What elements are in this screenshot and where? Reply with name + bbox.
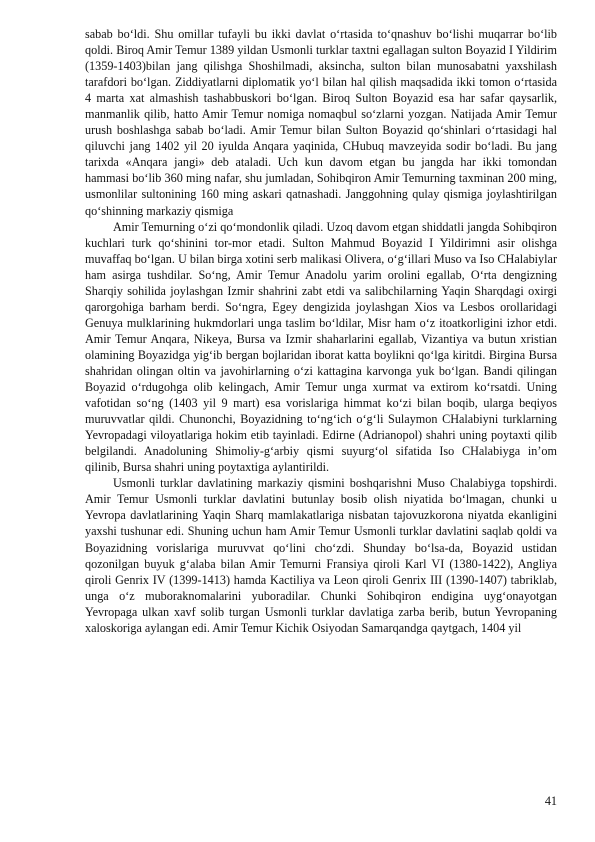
page-number: 41 (544, 794, 557, 808)
paragraph-1: sabab bo‘ldi. Shu omillar tufayli bu ikki davlat o‘rtasida to‘qnashuv bo‘lishi muqarrar bo‘lib qoldi. Biroq Amir Temur 1389 yildan Usmonli turklar taxtni egallagan sulton Boyazid I Yildirim (1359-1403)bilan jang qilishga Shoshilmadi, aksincha, sulton bilan munosabatni yaxshilash tarafdori bo‘lgan. Ziddiyatlarni diplomatik yo‘l bilan hal qilish maqsadida ikki tomon o‘rtasida 4 marta xat almashish tashabbuskori bo‘lgan. Biroq Sulton Boyazid esa har safar qaysarlik, manmanlik qilib, hatto Amir Temur nomiga nomaqbul so‘zlarni yozgan. Natijada Amir Temur urush boshlashga sabab bo‘ladi. Amir Temur bilan Sulton Boyazid qo‘shinlari o‘rtasidagi hal qiluvchi jang 1402 yil 20 iyulda Anqara yaqinida, CHubuq mavzeyida sodir bo‘ladi. Bu jang tarixda «Anqara jangi» deb ataladi. Uch kun davom etgan bu jangda har ikki tomondan hammasi bo‘lib 360 ming nafar, shu jumladan, Sohibqiron Amir Temurning taxminan 200 ming, usmonlilar sultonining 160 ming askari qatnashadi. Janggohning qulay qismiga joylashtirilgan qo‘shinning markaziy qismiga (85, 27, 557, 218)
paragraph-3: Usmonli turklar davlatining markaziy qismini boshqarishni Muso Chalabiyga topshirdi. Amir Temur Usmonli turklar davlatini butunlay bosib olish niyatida bo‘lmagan, chunki u Yevropa davlatlarining Yaqin Sharq mamlakatlariga nisbatan tajovuzkorona niyatda ekanligini yaxshi tushunar edi. Shuning uchun ham Amir Temur Usmonli turklar davlatini saqlab qoldi va Boyazidning vorislariga muruvvat qo‘lini cho‘zdi. Shunday bo‘lsa-da, Boyazid ustidan qozonilgan buyuk g‘alaba bilan Amir Temurni Fransiya qiroli Karl VI (1380-1422), Angliya qiroli Genrix IV (1399-1413) hamda Kactiliya va Leon qiroli Genrix III (1390-1407) tabriklab, unga o‘z muboraknomalarini yuboradilar. Chunki Sohibqiron endigina uyg‘onayotgan Yevropaga ulkan xavf solib turgan Usmonli turklar davlatiga zarba berib, butun Yevropaning xaloskoriga aylangan edi. Amir Temur Kichik Osiyodan Samarqandga qaytgach, 1404 yil (85, 476, 557, 635)
paragraph-2: Amir Temurning o‘zi qo‘mondonlik qiladi. Uzoq davom etgan shiddatli jangda Sohibqiron kuchlari turk qo‘shinini tor-mor etadi. Sulton Mahmud Boyazid I Yildirimni asir olishga muvaffaq bo‘lgan. U bilan birga xotini serb malikasi Olivera, o‘g‘illari Muso va Iso CHalabiylar ham asirga tushdilar. So‘ng, Amir Temur Anadolu yarim orolini egallab, O‘rta dengizning Sharqiy sohilida joylashgan Izmir shahrini zabt etdi va salibchilarning Yaqin Sharqdagi oxirgi qarorgohiga barham berdi. So‘ngra, Egey dengizida joylashgan Xios va Lesbos orollaridagi Genuya mulklarining hukmdorlari unga taslim bo‘ldilar, Misr ham o‘z itoatkorligini izhor etdi. Amir Temur Anqara, Nikeya, Bursa va Izmir shaharlarini egallab, Vizantiya va butun xristian olamining Boyazidga yig‘ib bergan bojlaridan iborat katta boylikni qo‘lga kiritdi. Birgina Bursa shahridan olingan oltin va javohirlarning o‘zi kattagina karvonga yuk bo‘lgan. Bandi qilingan Boyazid o‘rdugohga olib kelingach, Amir Temur unga xurmat va extirom ko‘rsatdi. Uning vafotidan so‘ng (1403 yil 9 mart) esa vorislariga himmat ko‘zi bilan boqib, ularga beqiyos muruvvatlar qildi. Chunonchi, Boyazidning to‘ng‘ich o‘g‘li Sulaymon CHalabiyni turklarning Yevropadagi viloyatlariga hokim etib tayinladi. Edirne (Adrianopol) shahri uning poytaxti qilib belgilandi. Anadoluning Shimoliy-g‘arbiy qismi suyurg‘ol sifatida Iso CHalabiyga in’om qilinib, Bursa shahri uning poytaxtiga aylantirildi. (85, 219, 557, 475)
body-text (85, 26, 557, 636)
